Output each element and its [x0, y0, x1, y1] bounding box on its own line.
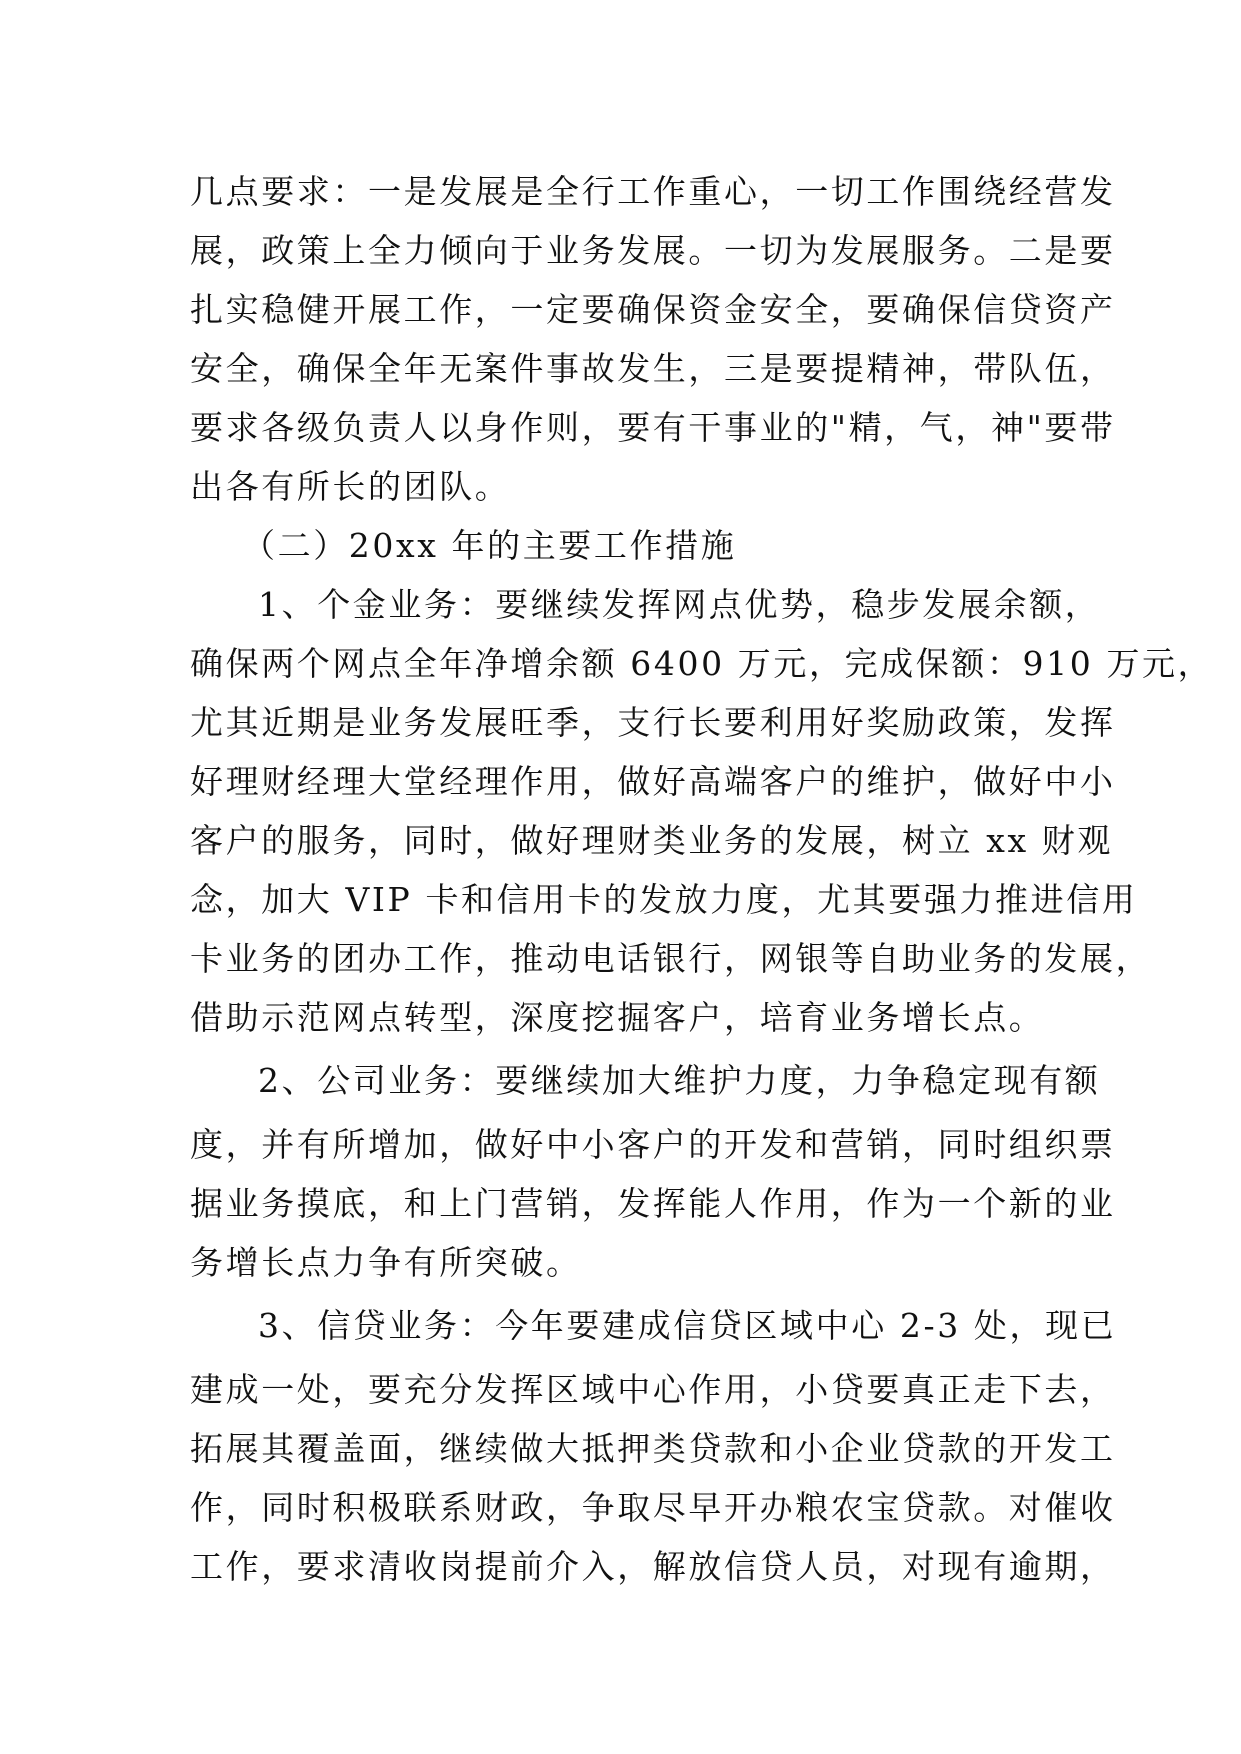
paragraph-line: 借助示范网点转型，深度挖掘客户，培育业务增长点。 [190, 998, 1045, 1037]
paragraph-line: 客户的服务，同时，做好理财类业务的发展，树立 xx 财观 [190, 821, 1114, 860]
paragraph-line: 务增长点力争有所突破。 [190, 1243, 582, 1282]
paragraph-line: 工作，要求清收岗提前介入，解放信贷人员，对现有逾期， [190, 1547, 1116, 1586]
paragraph-line: 念，加大 VIP 卡和信用卡的发放力度，尤其要强力推进信用 [190, 880, 1138, 919]
paragraph-line: 尤其近期是业务发展旺季，支行长要利用好奖励政策，发挥 [190, 703, 1116, 742]
paragraph-line: 展，政策上全力倾向于业务发展。一切为发展服务。二是要 [190, 231, 1116, 270]
paragraph-line: 出各有所长的团队。 [190, 467, 511, 506]
paragraph-line: 确保两个网点全年净增余额 6400 万元，完成保额：910 万元， [190, 644, 1214, 683]
paragraph-line: 几点要求：一是发展是全行工作重心，一切工作围绕经营发 [190, 172, 1116, 211]
paragraph-first-line: 1、个金业务：要继续发挥网点优势，稳步发展余额， [258, 585, 1101, 624]
paragraph-line: 建成一处，要充分发挥区域中心作用，小贷要真正走下去， [190, 1370, 1116, 1409]
paragraph-line: 安全，确保全年无案件事故发生，三是要提精神，带队伍， [190, 349, 1116, 388]
paragraph-line: 要求各级负责人以身作则，要有干事业的"精，气，神"要带 [190, 408, 1116, 447]
paragraph-line: 扎实稳健开展工作，一定要确保资金安全，要确保信贷资产 [190, 290, 1116, 329]
paragraph-first-line: 2、公司业务：要继续加大维护力度，力争稳定现有额 [258, 1061, 1101, 1100]
paragraph-line: 卡业务的团办工作，推动电话银行，网银等自助业务的发展， [190, 939, 1152, 978]
paragraph-line: 据业务摸底，和上门营销，发挥能人作用，作为一个新的业 [190, 1184, 1116, 1223]
paragraph-line: 好理财经理大堂经理作用，做好高端客户的维护，做好中小 [190, 762, 1116, 801]
paragraph-line: 度，并有所增加，做好中小客户的开发和营销，同时组织票 [190, 1125, 1116, 1164]
paragraph-line: 拓展其覆盖面，继续做大抵押类贷款和小企业贷款的开发工 [190, 1429, 1116, 1468]
paragraph-first-line: 3、信贷业务：今年要建成信贷区域中心 2-3 处，现已 [258, 1306, 1117, 1345]
paragraph-line: 作，同时积极联系财政，争取尽早开办粮农宝贷款。对催收 [190, 1488, 1116, 1527]
document-body [190, 162, 1214, 1596]
section-heading: （二）20xx 年的主要工作措施 [242, 526, 737, 565]
